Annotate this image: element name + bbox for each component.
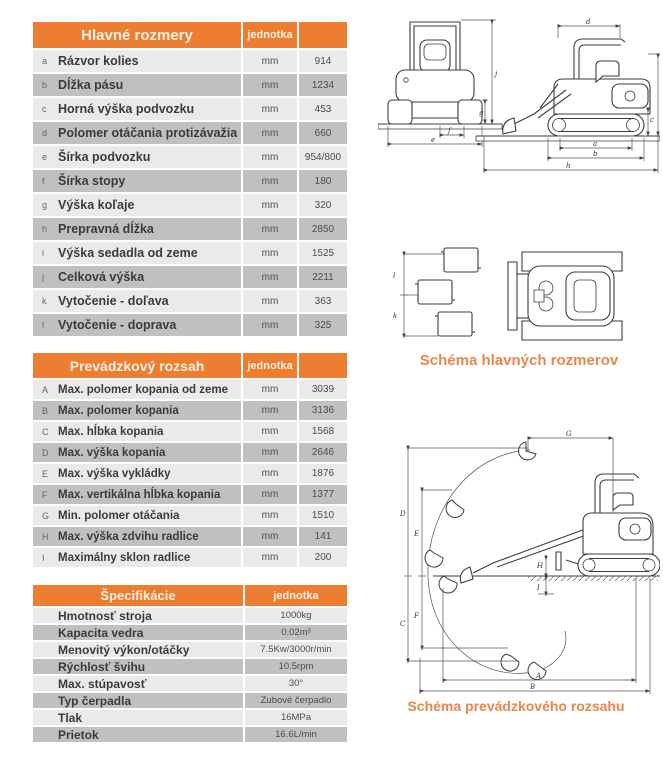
row-key: C — [42, 426, 49, 437]
main-dimensions-table — [33, 22, 347, 338]
row-key: j — [42, 272, 44, 282]
dim-label: D — [400, 510, 406, 518]
table-row — [33, 464, 347, 483]
dim-label: b — [593, 150, 598, 158]
row-unit: mm — [243, 314, 297, 336]
table-row — [33, 314, 347, 336]
dim-label: H — [537, 562, 544, 570]
row-key: D — [42, 447, 49, 458]
table-row — [33, 242, 347, 264]
table-row — [33, 401, 347, 420]
row-value: 141 — [299, 527, 347, 546]
row-label: Max. výška kopania — [58, 446, 166, 459]
value-column-header — [299, 353, 347, 378]
main-dimensions-caption: Schéma hlavných rozmerov — [419, 352, 619, 369]
row-label: Prietok — [58, 727, 99, 742]
row-label: Polomer otáčania protizávažia — [58, 126, 238, 140]
unit-column-header: jednotka — [243, 353, 297, 378]
row-label: Kapacita vedra — [58, 625, 144, 640]
table-row — [33, 380, 347, 399]
table-row — [33, 676, 347, 691]
row-label: Rázvor kolies — [58, 54, 139, 68]
dim-label: c — [650, 116, 654, 124]
table-row — [33, 443, 347, 462]
operating-range-table — [33, 353, 347, 569]
row-label: Tlak — [58, 710, 83, 725]
row-label: Šírka stopy — [58, 174, 126, 188]
unit-column-header: jednotka — [243, 22, 297, 48]
blade-positions-drawing — [393, 248, 481, 336]
table-row — [33, 74, 347, 96]
row-unit: mm — [243, 422, 297, 441]
side-view-drawing — [476, 18, 660, 173]
row-unit: mm — [243, 485, 297, 504]
table-row — [33, 266, 347, 288]
row-label: Max. stúpavosť — [58, 676, 147, 691]
value-column-header — [299, 22, 347, 48]
dim-label: l — [393, 272, 396, 280]
row-value: 1510 — [299, 506, 347, 525]
row-label: Výška koľaje — [58, 198, 135, 212]
row-unit: mm — [243, 464, 297, 483]
unit-column-header: jednotka — [245, 585, 347, 606]
row-unit: mm — [243, 266, 297, 288]
row-label: Prepravná dĺžka — [58, 222, 154, 236]
table-row — [33, 122, 347, 144]
dim-label: E — [414, 530, 420, 538]
row-value: Zubové čerpadlo — [245, 693, 347, 708]
row-label: Vytočenie - doprava — [58, 318, 177, 332]
row-unit: mm — [243, 170, 297, 192]
front-view-drawing — [378, 20, 502, 147]
row-label: Menovitý výkon/otáčky — [58, 642, 190, 657]
row-unit: mm — [243, 74, 297, 96]
row-value: 2646 — [299, 443, 347, 462]
dim-label: f — [448, 127, 451, 135]
row-value: 180 — [299, 170, 347, 192]
dim-label: a — [593, 140, 598, 148]
table-row — [33, 548, 347, 567]
row-value: 3136 — [299, 401, 347, 420]
table-row — [33, 98, 347, 120]
table-header — [33, 353, 347, 378]
row-key: b — [42, 80, 48, 90]
table-header — [33, 585, 347, 606]
row-key: I — [42, 552, 45, 563]
excavator-side-drawing — [460, 474, 660, 583]
dim-label: A — [536, 672, 542, 680]
row-value: 200 — [299, 548, 347, 567]
row-value: 954/800 — [299, 146, 347, 168]
dim-label: e — [431, 136, 436, 144]
row-label: Dĺžka pásu — [58, 78, 124, 92]
row-unit: mm — [243, 194, 297, 216]
table-title: Špecifikácie — [33, 585, 243, 606]
table-row — [33, 194, 347, 216]
row-value: 914 — [299, 50, 347, 72]
dim-label: g — [479, 109, 484, 117]
row-value: 1568 — [299, 422, 347, 441]
row-unit: mm — [243, 443, 297, 462]
row-value: 16MPa — [245, 710, 347, 725]
row-unit: mm — [243, 527, 297, 546]
row-label: Rýchlosť švihu — [58, 659, 146, 674]
row-key: F — [42, 489, 48, 500]
row-value: 1000kg — [245, 608, 347, 623]
table-row — [33, 290, 347, 312]
row-label: Výška sedadla od zeme — [58, 246, 198, 260]
dim-label: G — [566, 430, 572, 438]
row-value: 320 — [299, 194, 347, 216]
row-label: Hmotnosť stroja — [58, 608, 152, 623]
dim-label: I — [537, 584, 540, 592]
table-header — [33, 22, 347, 48]
row-key: B — [42, 405, 49, 416]
dim-label: h — [566, 162, 571, 170]
table-row — [33, 642, 347, 657]
row-value: 30° — [245, 676, 347, 691]
row-unit: mm — [243, 146, 297, 168]
row-label: Horná výška podvozku — [58, 102, 195, 116]
row-key: c — [42, 104, 47, 114]
row-key: f — [42, 176, 45, 186]
row-unit: mm — [243, 380, 297, 399]
table-row — [33, 485, 347, 504]
dim-label: F — [414, 612, 419, 620]
main-dimensions-diagram — [378, 12, 660, 346]
row-label: Max. vertikálna hĺbka kopania — [58, 488, 221, 501]
row-key: a — [42, 56, 48, 66]
row-value: 2850 — [299, 218, 347, 240]
row-key: l — [42, 320, 44, 330]
table-title: Prevádzkový rozsah — [33, 353, 241, 378]
table-row — [33, 50, 347, 72]
row-key: e — [42, 152, 48, 162]
row-value: 3039 — [299, 380, 347, 399]
table-row — [33, 527, 347, 546]
row-value: 7.5Kw/3000r/min — [245, 642, 347, 657]
row-label: Maximálny sklon radlice — [58, 551, 191, 564]
row-unit: mm — [243, 548, 297, 567]
row-unit: mm — [243, 506, 297, 525]
row-unit: mm — [243, 290, 297, 312]
row-key: H — [42, 531, 49, 542]
row-label: Šírka podvozku — [58, 150, 151, 164]
row-unit: mm — [243, 401, 297, 420]
dim-label: C — [400, 620, 406, 628]
table-row — [33, 170, 347, 192]
row-label: Max. polomer kopania — [58, 404, 179, 417]
row-unit: mm — [243, 242, 297, 264]
row-key: k — [42, 296, 47, 306]
table-row — [33, 146, 347, 168]
row-unit: mm — [243, 218, 297, 240]
row-value: 10.5rpm — [245, 659, 347, 674]
table-row — [33, 625, 347, 640]
row-value: 1876 — [299, 464, 347, 483]
row-label: Max. výška zdvihu radlice — [58, 530, 199, 543]
top-view-drawing — [508, 252, 622, 340]
dim-label: k — [393, 312, 398, 320]
table-row — [33, 506, 347, 525]
dim-label: d — [586, 18, 591, 26]
row-label: Max. hĺbka kopania — [58, 425, 164, 438]
row-unit: mm — [243, 122, 297, 144]
row-value: 660 — [299, 122, 347, 144]
row-value: 16.6L/min — [245, 727, 347, 742]
row-key: h — [42, 224, 48, 234]
dim-label: j — [495, 70, 498, 78]
table-row — [33, 422, 347, 441]
row-label: Max. polomer kopania od zeme — [58, 383, 228, 396]
row-value: 453 — [299, 98, 347, 120]
row-value: 363 — [299, 290, 347, 312]
table-row — [33, 218, 347, 240]
row-key: E — [42, 468, 49, 479]
row-value: 325 — [299, 314, 347, 336]
row-value: 0.02m³ — [245, 625, 347, 640]
table-row — [33, 659, 347, 674]
table-row — [33, 710, 347, 725]
row-value: 1525 — [299, 242, 347, 264]
operating-range-caption: Schéma prevádzkového rozsahu — [407, 698, 625, 714]
row-value: 1377 — [299, 485, 347, 504]
row-key: i — [42, 248, 44, 258]
table-row — [33, 693, 347, 708]
row-label: Vytočenie - doľava — [58, 294, 169, 308]
row-label: Min. polomer otáčania — [58, 509, 180, 522]
row-unit: mm — [243, 98, 297, 120]
table-row — [33, 727, 347, 742]
row-label: Typ čerpadla — [58, 693, 132, 708]
table-title: Hlavné rozmery — [33, 22, 241, 48]
operating-range-diagram — [378, 428, 660, 696]
row-value: 2211 — [299, 266, 347, 288]
row-unit: mm — [243, 50, 297, 72]
dim-label: B — [530, 683, 536, 691]
row-key: g — [42, 200, 48, 210]
row-key: G — [42, 510, 50, 521]
row-key: A — [42, 384, 49, 395]
table-row — [33, 608, 347, 623]
row-label: Celková výška — [58, 270, 145, 284]
row-key: d — [42, 128, 48, 138]
specifications-table — [33, 585, 347, 744]
row-label: Max. výška vykládky — [58, 467, 171, 480]
row-value: 1234 — [299, 74, 347, 96]
